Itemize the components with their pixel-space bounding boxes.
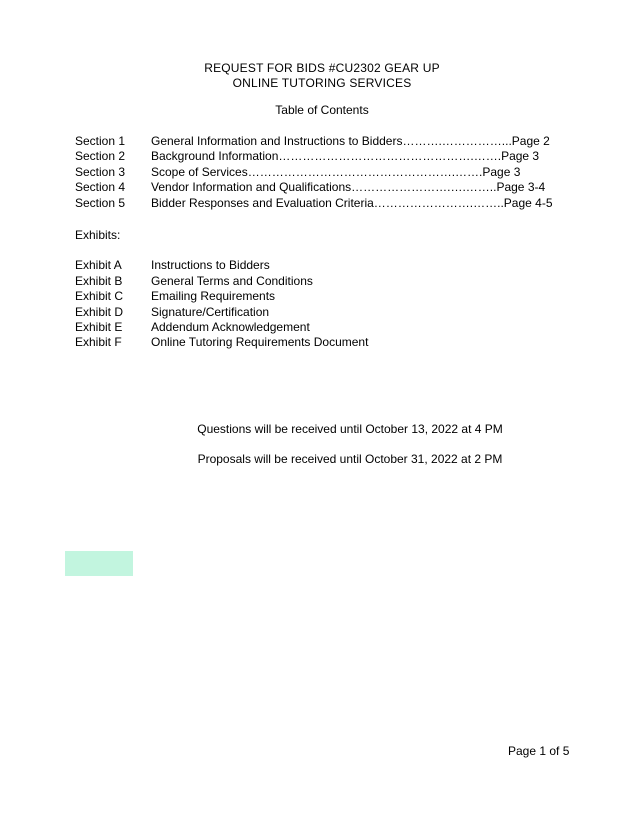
toc-section-text: Vendor Information and Qualifications…………………….….……..Page 3-4 [151,180,546,194]
exhibits-heading: Exhibits: [75,228,121,242]
exhibit-label: Exhibit F [75,335,122,349]
exhibit-label: Exhibit B [75,274,123,288]
document-subtitle: ONLINE TUTORING SERVICES [232,76,412,90]
toc-section-text: Background Information………………………………………….…….Page 3 [151,149,540,163]
questions-deadline: Questions will be received until October 13, 2022 at 4 PM [197,422,503,436]
toc-section-text: Bidder Responses and Evaluation Criteria…………………….……..Page 4-5 [151,196,553,210]
exhibit-text: Instructions to Bidders [151,258,270,272]
toc-section-label: Section 5 [75,196,126,210]
toc-heading: Table of Contents [275,103,369,117]
exhibit-text: Signature/Certification [151,305,270,319]
toc-section-text: Scope of Services…………………………………………….…….Page 3 [151,165,521,179]
page-number: Page 1 of 5 [508,744,570,758]
toc-section-label: Section 2 [75,149,126,163]
toc-section-label: Section 3 [75,165,126,179]
highlight-box [65,551,133,576]
exhibit-text: Online Tutoring Requirements Document [151,335,369,349]
exhibit-label: Exhibit C [75,289,124,303]
exhibit-label: Exhibit D [75,305,124,319]
exhibit-label: Exhibit A [75,258,122,272]
document-title: REQUEST FOR BIDS #CU2302 GEAR UP [204,61,440,75]
toc-section-label: Section 1 [75,134,126,148]
exhibit-text: General Terms and Conditions [151,274,313,288]
toc-section-label: Section 4 [75,180,126,194]
proposals-deadline: Proposals will be received until October 31, 2022 at 2 PM [197,452,503,466]
toc-section-text: General Information and Instructions to Bidders……….……………...Page 2 [151,134,550,148]
exhibit-text: Addendum Acknowledgement [151,320,310,334]
exhibit-text: Emailing Requirements [151,289,276,303]
exhibit-label: Exhibit E [75,320,123,334]
